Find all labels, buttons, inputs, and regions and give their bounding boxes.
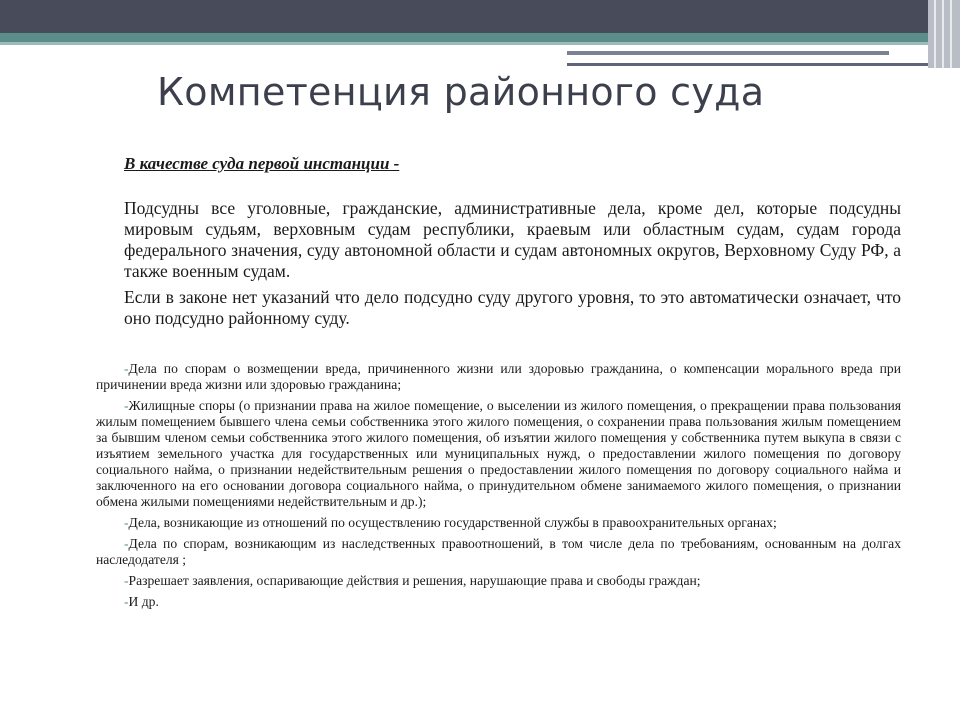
decorative-corner-strip	[928, 0, 960, 68]
section-heading: В качестве суда первой инстанции -	[124, 154, 400, 173]
decorative-accent-line-lower	[567, 63, 942, 66]
decorative-teal-stripe	[0, 42, 960, 45]
list-item-text: И др.	[128, 594, 159, 609]
decorative-teal-band	[0, 33, 960, 42]
paragraph: Подсудны все уголовные, гражданские, административные дела, кроме дел, которые подсудны мировым судьям, верховным судам республики, краевым или областным судам, судам города федерального значения, суду автономной области и судам автономных округов, Верховному Суду РФ, а также военным судам.	[124, 198, 901, 281]
list-item-text: Дела по спорам о возмещении вреда, причиненного жизни или здоровью гражданина, о компенсации морального вреда при причинении вреда жизни или здоровью гражданина;	[96, 361, 901, 392]
bullet-dash: -	[124, 536, 129, 551]
bullet-dash: -	[124, 398, 129, 413]
decorative-top-bar	[0, 0, 960, 33]
competence-list	[96, 361, 901, 615]
list-item	[96, 573, 901, 589]
list-item	[96, 594, 901, 610]
list-item-text: Разрешает заявления, оспаривающие действия и решения, нарушающие права и свободы граждан;	[128, 573, 701, 588]
list-item	[96, 398, 901, 510]
bullet-dash: -	[124, 594, 129, 609]
list-item-text: Дела по спорам, возникающим из наследственных правоотношений, в том числе дела по требованиям, основанным на долгах наследодателя ;	[96, 536, 901, 567]
list-item	[96, 536, 901, 568]
list-item	[96, 515, 901, 531]
list-item-text: Дела, возникающие из отношений по осуществлению государственной службы в правоохранительных органах;	[128, 515, 777, 530]
bullet-dash: -	[124, 515, 129, 530]
bullet-dash: -	[124, 573, 129, 588]
slide-title: Компетенция районного суда	[157, 70, 765, 114]
list-item-text: Жилищные споры (о признании права на жилое помещение, о выселении из жилого помещения, о прекращении права пользования жилым помещением бывшего члена семьи собственника этого жилого помещения, о сохранении права пользования жилым помещением за бывшим членом семьи собственника этого жилого помещения, об изъятии жилого помещения у собственника путем выкупа в связи с изъятием земельного участка для государственных или муниципальных нужд, о предоставлении жилого помещения по договору социального найма, о признании недействительным решения о предоставлении жилого помещения по договору социального найма и заключенного на его основании договора социального найма, о принудительном обмене занимаемого жилого помещения, о признании обмена жилыми помещениями недействительным и др.);	[96, 398, 901, 509]
list-item	[96, 361, 901, 393]
decorative-accent-line	[567, 51, 889, 55]
slide-body	[124, 154, 901, 334]
paragraph: Если в законе нет указаний что дело подсудно суду другого уровня, то это автоматически означает, что оно подсудно районному суду.	[124, 287, 901, 328]
bullet-dash: -	[124, 361, 129, 376]
